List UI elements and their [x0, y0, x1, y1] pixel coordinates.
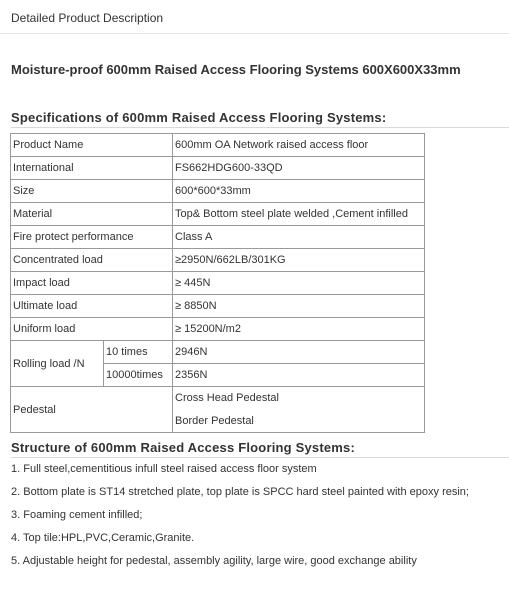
list-item: 5. Adjustable height for pedestal, assembly agility, large wire, good exchange ability — [11, 555, 417, 567]
section-header — [0, 0, 509, 34]
pedestal-value: Border Pedestal — [173, 410, 425, 433]
table-row — [11, 180, 425, 203]
structure-section-title: Structure of 600mm Raised Access Flooring Systems: — [11, 440, 356, 455]
table-row — [11, 249, 425, 272]
spec-value: ≥ 445N — [173, 272, 425, 295]
spec-label: Concentrated load — [11, 249, 173, 272]
table-row — [11, 157, 425, 180]
list-item: 1. Full steel,cementitious infull steel raised access floor system — [11, 463, 317, 475]
table-row — [11, 341, 425, 364]
spec-label: Impact load — [11, 272, 173, 295]
spec-value: ≥ 15200N/m2 — [173, 318, 425, 341]
spec-value: ≥2950N/662LB/301KG — [173, 249, 425, 272]
list-item: 4. Top tile:HPL,PVC,Ceramic,Granite. — [11, 532, 195, 544]
rolling-sub-label: 10000times — [104, 364, 173, 387]
table-row — [11, 134, 425, 157]
table-row — [11, 295, 425, 318]
spec-value: ≥ 8850N — [173, 295, 425, 318]
spec-value: 600mm OA Network raised access floor — [173, 134, 425, 157]
rolling-load-label: Rolling load /N — [11, 341, 104, 387]
spec-label: Size — [11, 180, 173, 203]
list-item: 3. Foaming cement infilled; — [11, 509, 143, 521]
spec-value: Class A — [173, 226, 425, 249]
spec-section-divider — [11, 127, 509, 128]
spec-label: International — [11, 157, 173, 180]
structure-list — [11, 462, 469, 577]
table-row — [11, 272, 425, 295]
table-row — [11, 226, 425, 249]
structure-section-divider — [11, 457, 509, 458]
table-row — [11, 318, 425, 341]
section-header-title: Detailed Product Description — [11, 11, 164, 25]
spec-label: Ultimate load — [11, 295, 173, 318]
rolling-sub-value: 2946N — [173, 341, 425, 364]
table-row — [11, 203, 425, 226]
spec-value: Top& Bottom steel plate welded ,Cement infilled — [173, 203, 425, 226]
product-title: Moisture-proof 600mm Raised Access Flooring Systems 600X600X33mm — [11, 62, 461, 77]
spec-label: Product Name — [11, 134, 173, 157]
list-item: 2. Bottom plate is ST14 stretched plate, top plate is SPCC hard steel painted with epoxy resin; — [11, 486, 469, 498]
spec-table — [10, 133, 425, 433]
spec-label: Fire protect performance — [11, 226, 173, 249]
spec-section-title: Specifications of 600mm Raised Access Flooring Systems: — [11, 110, 387, 125]
spec-label: Material — [11, 203, 173, 226]
spec-value: 600*600*33mm — [173, 180, 425, 203]
rolling-sub-label: 10 times — [104, 341, 173, 364]
spec-value: FS662HDG600-33QD — [173, 157, 425, 180]
table-row — [11, 387, 425, 410]
rolling-sub-value: 2356N — [173, 364, 425, 387]
spec-label: Uniform load — [11, 318, 173, 341]
pedestal-label: Pedestal — [11, 387, 173, 433]
pedestal-value: Cross Head Pedestal — [173, 387, 425, 410]
